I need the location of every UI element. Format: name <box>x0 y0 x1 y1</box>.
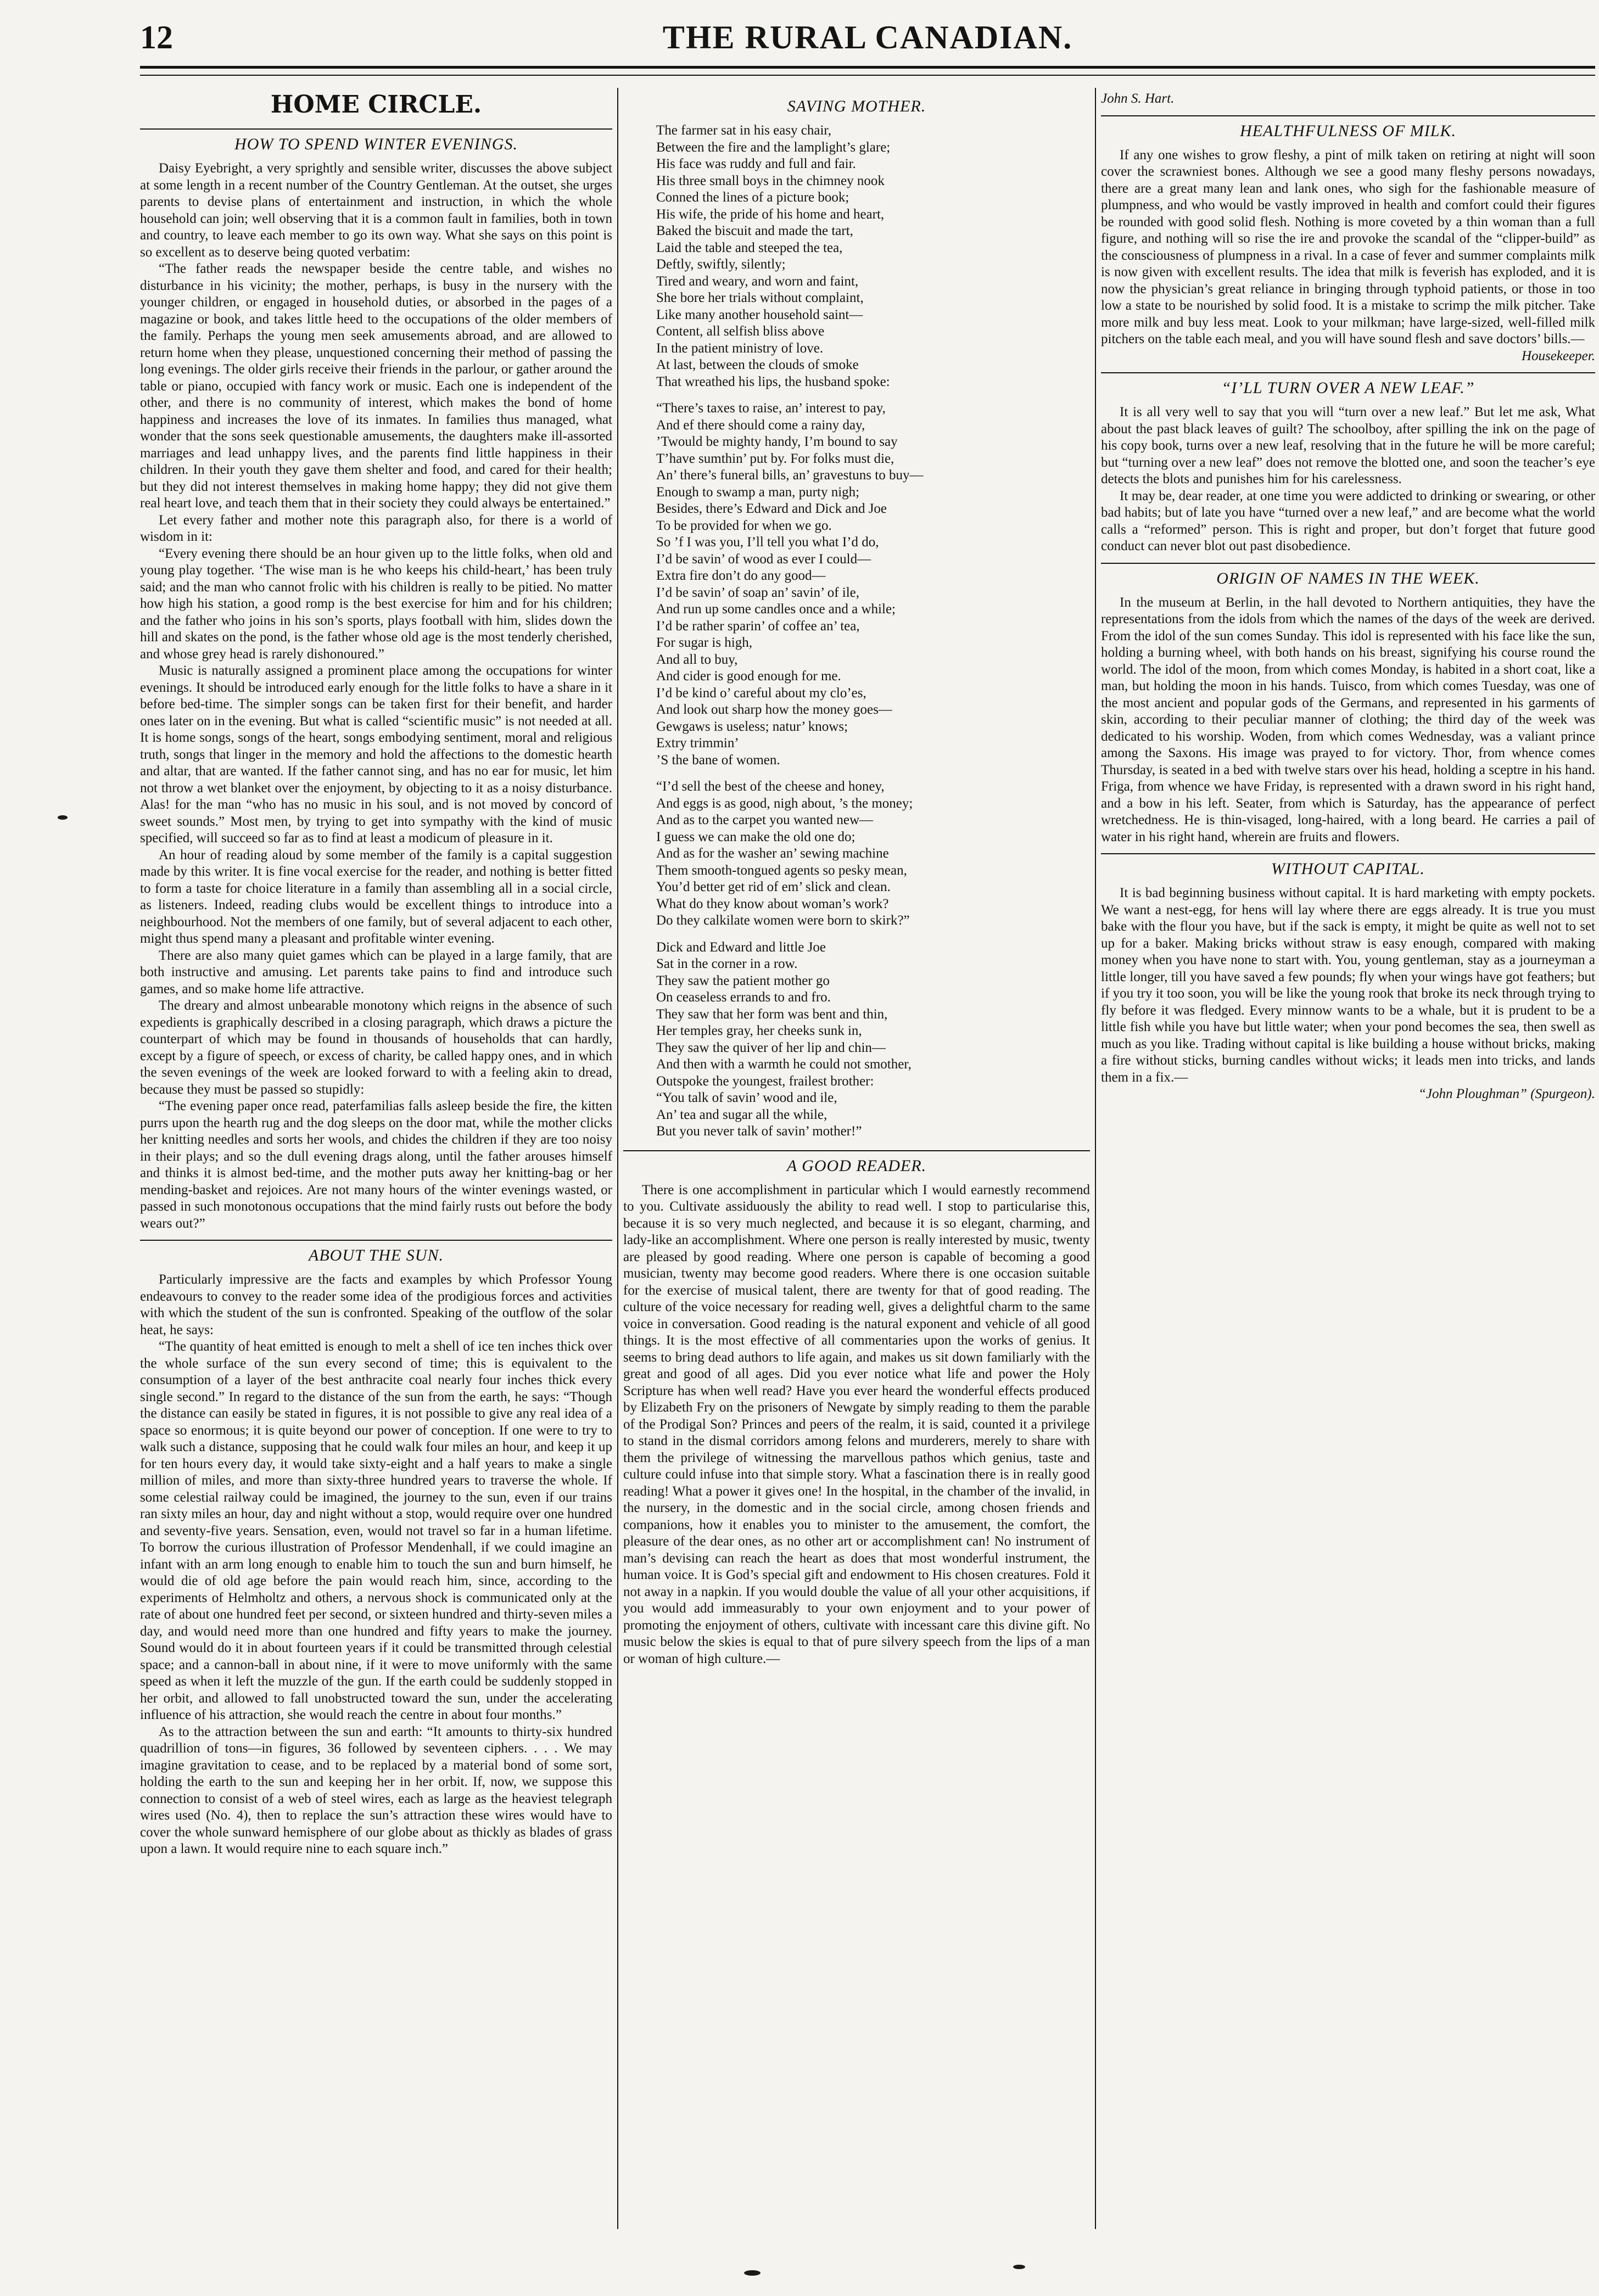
paragraph: It is bad beginning business without capital. It is hard marketing with empty pockets. We want a nest-egg, for hens will lay where there are eggs already. It is true you must bake with the flour you have, but if the sack is empty, it might be quite as well not to set up for a baker. Making bricks without straw is easy enough, compared with making money when you have none to start with. You, young gentleman, stay as a journeyman a little longer, till you have saved a few pounds; fly when your wings have got feathers; but if you try it too soon, you will be like the young rook that broke its neck through trying to fly before it was fledged. Every minnow wants to be a whale, but it is prudent to be a little fish while you have but little water; when your pond becomes the sea, then swell as much as you like. Trading without capital is like building a house without bricks, making a fire without sticks, burning candles without wicks; it leads men into tricks, and lands them in a fix.— <box>1101 886 1595 1085</box>
article-heading: WITHOUT CAPITAL. <box>1271 860 1425 878</box>
paragraph: “The father reads the newspaper beside the centre table, and wishes no disturbance in his vicinity; the mother, perhaps, is busy in the nursery with the younger children, or engaged in household duties, or absorbed in the pages of a magazine or book, and takes little heed to the occupations of the older members of the family. Perhaps the young men seek amusements abroad, and are allowed to return home when they please, unquestioned concerning their method of passing the long evenings. The older girls receive their friends in the parlour, or gather around the table or piano, occupied with fancy work or music. Each one is independent of the other, and there is no community of interest, which makes the bond of home happiness and increases the love of its inmates. In families thus managed, what wonder that the sons seek questionable amusements, the daughters make ill-assorted marriages and lead unhappy lives, and the parents find little happiness in their children. In their youth they gave them shelter and food, and cared for their health; but they did not interest themselves in making home happy; they did not give them real heart love, and teach them that in their society they could always be entertained.” <box>140 261 612 511</box>
ink-mark <box>1013 2265 1025 2269</box>
article-heading: ABOUT THE SUN. <box>309 1246 444 1264</box>
header-rule-thick <box>140 66 1595 69</box>
paragraph: There is one accomplishment in particular which I would earnestly recommend to you. Cultivate assiduously the ability to read well. I stop to particularise this, because it is so very much neglected, and because it is so elegant, charming, and lady-like an accomplishment. Where one person is really interested by music, twenty are pleased by good reading. Where one person is capable of becoming a good musician, twenty may become good readers. Where there is one occasion suitable for the exercise of musical talent, there are twenty for that of good reading. The culture of the voice necessary for reading well, gives a delightful charm to the same voice in conversation. Good reading is the natural exponent and vehicle of all good things. It is the most effective of all commentaries upon the works of genius. It seems to bring dead authors to life again, and makes us sit down familiarly with the great and good of all ages. Did you ever notice what life and power the Holy Scripture has when well read? Have you ever heard the wonderful effects produced by Elizabeth Fry on the prisoners of Newgate by simply reading to them the parable of the Prodigal Son? Princes and peers of the realm, it is said, counted it a privilege to stand in the dismal corridors among felons and murderers, merely to share with them the privilege of witnessing the marvellous pathos which genius, taste and culture could infuse into that simple story. What a fascination there is in really good reading! What a power it gives one! In the hospital, in the chamber of the invalid, in the nursery, in the domestic and in the social circle, among chosen friends and companions, how it enables you to minister to the amusement, the comfort, the pleasure of the dear ones, as no other art or accomplishment can! No instrument of man’s devising can reach the heart as does that most wonderful instrument, the human voice. It is God’s special gift and endowment to His chosen creatures. Fold it not away in a napkin. If you would double the value of all your other acquisitions, if you would add immeasurably to your own enjoyment and to your power of promoting the enjoyment of others, cultivate with incessant care this divine gift. No music below the skies is equal to that of pure silvery speech from the lips of a man or woman of high culture.— <box>623 1182 1090 1666</box>
paragraph: “The evening paper once read, paterfamilias falls asleep beside the fire, the kitten purrs upon the hearth rug and the dog sleeps on the door mat, while the mother clicks her knitting needles and sorts her wools, and chides the children if they are too noisy in their plays; and so the dull evening drags along, until the father arouses himself and thinks it is almost bed-time, and the mother puts away her knitting-bag or her mending-basket and rejoices. Are not many hours of the winter evenings wasted, or passed in such monotonous occupations that the mind fairly rusts out before the body wears out?” <box>140 1099 612 1231</box>
paragraph: As to the attraction between the sun and earth: “It amounts to thirty-six hundred quadrillion of tons—in figures, 36 followed by seventeen ciphers. . . . We may imagine gravitation to cease, and to be replaced by a material bond of some sort, holding the earth to the sun and keeping her in her orbit. If, now, we suppose this connection to consist of a web of steel wires, each as large as the heaviest telegraph wires used (No. 4), then to replace the sun’s attraction these wires would have to cover the whole sunward hemisphere of our globe about as thickly as blades of grass upon a lawn. It would require nine to each square inch.” <box>140 1724 612 1856</box>
masthead-title: THE RURAL CANADIAN. <box>662 19 1073 55</box>
paragraph: Particularly impressive are the facts and examples by which Professor Young endeavours to convey to the reader some idea of the prodigious forces and activities with which the student of the sun is confronted. Speaking of the outflow of the solar heat, he says: <box>140 1272 612 1337</box>
article-heading: HEALTHFULNESS OF MILK. <box>1240 121 1456 140</box>
article-body <box>1101 885 1595 1103</box>
column-1 <box>140 91 612 2226</box>
paragraph: “Every evening there should be an hour given up to the little folks, when old and young play together. ‘The wise man is he who keeps his child-heart,’ has been truly said; and the man who cannot frolic with his children is really to be pitied. No matter how high his station, a good romp is the best exercise for him and for his children; and the father who joins in his son’s sports, plays football with him, slides down the hill and skates on the pond, is the father whose old age is the most tenderly cherished, and whose grey head is rarely dishonoured.” <box>140 546 612 662</box>
section-rule <box>1101 115 1595 116</box>
paragraph <box>1101 1086 1595 1103</box>
paragraph <box>1101 348 1595 365</box>
paragraph: An hour of reading aloud by some member of the family is a capital suggestion made by this writer. It is fine vocal exercise for the reader, and nothing is better fitted to form a taste for choice literature in a family than assembling all in a social circle, as listeners. Indeed, reading clubs would be excellent things to introduce into a neighbourhood. Not the members of one family, but of several adjacent to each other, might thus spend many a pleasant and profitable winter evening. <box>140 847 612 946</box>
paragraph <box>1101 91 1595 108</box>
column-3 <box>1101 91 1595 2226</box>
article-body <box>623 1182 1090 1668</box>
article-body <box>1101 404 1595 555</box>
poem-stanza: “I’d sell the best of the cheese and honey, And eggs is as good, nigh about, ’s the money; And as to the carpet you wanted new— I guess we can make the old one do; And as for the washer an’ sewing machine Them smooth-tongued agents so pesky mean, You’d better get rid of em’ slick and clean. What do they know about woman’s work? Do they calkilate women were born to skirk?” <box>656 779 913 928</box>
ink-mark <box>58 815 68 820</box>
article-heading: A GOOD READER. <box>786 1156 927 1175</box>
department-header <box>140 91 612 130</box>
signature: “John Ploughman” (Spurgeon). <box>1418 1087 1595 1101</box>
paragraph: Let every father and mother note this paragraph also, for there is a world of wisdom in it: <box>140 512 612 544</box>
article-body <box>140 160 612 1232</box>
section-rule <box>1101 372 1595 373</box>
poem-stanza: The farmer sat in his easy chair, Between the fire and the lamplight’s glare; His face was ruddy and full and fair. His three small boys in the chimney nook Conned the lines of a picture book; His wife, the pride of his home and heart, Baked the biscuit and made the tart, Laid the table and steeped the tea, Deftly, swiftly, silently; Tired and weary, and worn and faint, She bore her trials without complaint, Like many another household saint— Content, all selfish bliss above In the patient ministry of love. At last, between the clouds of smoke That wreathed his lips, the husband spoke: <box>656 123 891 389</box>
signature: John S. Hart. <box>1101 91 1175 106</box>
section-rule <box>1101 853 1595 854</box>
article-heading: ORIGIN OF NAMES IN THE WEEK. <box>1216 569 1480 587</box>
poem-stanza: “There’s taxes to raise, an’ interest to pay, And ef there should come a rainy day, ’Twould be mighty handy, I’m bound to say T’have sumthin’ put by. For folks must die, An’ there’s funeral bills, an’ gravestuns to buy— Enough to swamp a man, purty nigh; Besides, there’s Edward and Dick and Joe To be provided for when we go. So ’f I was you, I’ll tell you what I’d do, I’d be savin’ of wood as ever I could— Extra fire don’t do any good— I’d be savin’ of soap an’ savin’ of ile, And run up some candles once and a while; I’d be rather sparin’ of coffee an’ tea, For sugar is high, And all to buy, And cider is good enough for me. I’d be kind o’ careful about my clo’es, And look out sharp how the money goes— Gewgaws is useless; natur’ knows; Extry trimmin’ ’S the bane of women. <box>656 401 924 768</box>
poem-body <box>623 122 1090 1140</box>
article-heading: “I’LL TURN OVER A NEW LEAF.” <box>1221 379 1475 397</box>
article-heading: HOW TO SPEND WINTER EVENINGS. <box>234 135 518 153</box>
paragraph: Daisy Eyebright, a very sprightly and sensible writer, discusses the above subject at some length in a recent number of the Country Gentleman. At the outset, she urges parents to devise plans of entertainment and instruction, in which the whole household can join; well observing that it is a common fault in families, both in town and country, to leave each member to go its own way. What she says on this point is so excellent as to deserve being quoted verbatim: <box>140 161 612 260</box>
paragraph: It may be, dear reader, at one time you were addicted to drinking or swearing, or other bad habits; but of late you have “turned over a new leaf,” and are become what the world calls a “reformed” person. This is right and proper, but don’t forget that future good conduct can never blot out past disobedience. <box>1101 488 1595 553</box>
article-heading: SAVING MOTHER. <box>787 97 926 115</box>
column-divider <box>1095 88 1096 2229</box>
section-rule <box>1101 563 1595 564</box>
paragraph: It is all very well to say that you will “turn over a new leaf.” But let me ask, What about the past black leaves of guilt? The schoolboy, after spilling the ink on the page of his copy book, turns over a new leaf, resolving that in the future he will be more careful; but “turning over a new leaf” does not remove the blotted one, and soon the teacher’s eye detects the blots and punishes him for his carelessness. <box>1101 405 1595 486</box>
section-rule <box>140 1240 612 1241</box>
header-rule-thin <box>140 75 1595 76</box>
column-2 <box>623 91 1090 2226</box>
article-body <box>140 1272 612 1858</box>
paragraph: If any one wishes to grow fleshy, a pint of milk taken on retiring at night will soon cover the scrawniest bones. Although we see a good many fleshy persons nowadays, there are a great many lean and lank ones, who sigh for the fashionable measure of plumpness, and who would be vastly improved in health and comfort could their figures be rounded with good solid flesh. Nothing is more coveted by a thin woman than a full figure, and nothing will so rise the ire and provoke the scandal of the “clipper-build” as the consciousness of plumpness in a rival. In a case of fever and summer complaints milk is now given with excellent results. The idea that milk is feverish has exploded, and it is now the physician’s great reliance in bringing through typhoid patients, or those in too low a state to be nourished by solid food. It is a mistake to scrimp the milk pitcher. Take more milk and buy less meat. Look to your milkman; have large-sized, well-filled milk pitchers on the table each meal, and you will have sound flesh and save doctors’ bills.— <box>1101 147 1595 346</box>
paragraph: In the museum at Berlin, in the hall devoted to Northern antiquities, they have the representations from the idols from which the names of the days of the week are derived. From the idol of the sun comes Sunday. This idol is represented with his face like the sun, holding a burning wheel, with both hands on his breast, signifying his course round the world. The idol of the moon, from which comes Monday, is habited in a short coat, like a man, but holding the moon in his hands. Tuisco, from which comes Tuesday, was one of the most ancient and popular gods of the Germans, and represented in his garments of skin, according to their peculiar manner of clothing; the third day of the week was dedicated to his worship. Woden, from which comes Wednesday, was a valiant prince among the Saxons. His image was prayed to for victory. Thor, from whence comes Thursday, is seated in a bed with twelve stars over his head, holding a sceptre in his hand. Friga, from whence we have Friday, is represented with a drawn sword in his right hand, and a bow in his left. Seater, from which is Saturday, has the appearance of perfect wretchedness. He is thin-visaged, long-haired, with a long beard. He carries a pail of water in his right hand, wherein are fruits and flowers. <box>1101 595 1595 844</box>
paragraph: There are also many quiet games which can be played in a large family, that are both instructive and amusing. Let parents take pains to find and introduce such games, and so make home life attractive. <box>140 948 612 996</box>
page-number: 12 <box>140 19 173 55</box>
ink-mark <box>744 2270 761 2276</box>
article-body <box>1101 595 1595 846</box>
department-title: HOME CIRCLE. <box>270 91 482 119</box>
column-divider <box>617 88 618 2229</box>
article-body <box>1101 147 1595 365</box>
signature: Housekeeper. <box>1522 348 1595 363</box>
page-header <box>140 16 1595 60</box>
paragraph: The dreary and almost unbearable monotony which reigns in the absence of such expedients is graphically described in a closing paragraph, which draws a picture the counterpart of which may be found in thousands of households that can hardly, except by a figure of speech, or excess of charity, be called happy ones, and in which the seven evenings of the week are looked forward to with a feeling akin to dread, because they must be passed so stupidly: <box>140 998 612 1097</box>
poem-stanza: Dick and Edward and little Joe Sat in the corner in a row. They saw the patient mother go On ceaseless errands to and fro. They saw that her form was bent and thin, Her temples gray, her cheeks sunk in, They saw the quiver of her lip and chin— And then with a warmth he could not smother, Outspoke the youngest, frailest brother: “You talk of savin’ wood and ile, An’ tea and sugar all the while, But you never talk of savin’ mother!” <box>656 939 912 1139</box>
section-rule <box>623 1150 1090 1151</box>
paragraph: Music is naturally assigned a prominent place among the occupations for winter evenings. It should be introduced early enough for the little folks to have a share in it before bed-time. The simpler songs can be taken first for their benefit, and harder ones later on in the evening. But what is called “scientific music” is not needed at all. It is home songs, songs of the heart, songs embodying sentiment, moral and religious truth, songs that linger in the memory and hold the affections to the domestic hearth and altar, that are wanted. If the father cannot sing, and has no ear for music, let him not throw a wet blanket over the enjoyment, by objecting to it as a noisy disturbance. Alas! for the man “who has no music in his soul, and is not moved by concord of sweet sounds.” Most men, by trying to get into sympathy with the kind of music specified, will succeed so far as to find at least a modicum of pleasure in it. <box>140 663 612 845</box>
paragraph: “The quantity of heat emitted is enough to melt a shell of ice ten inches thick over the whole surface of the sun every second of time; this is equivalent to the consumption of a layer of the best anthracite coal nearly four inches thick every single second.” In regard to the distance of the sun from the earth, he says: “Though the distance can easily be stated in figures, it is not possible to give any real idea of a space so enormous; it is quite beyond our power of conception. If one were to try to walk such a distance, supposing that he could walk four miles an hour, and keep it up for ten hours every day, it would take sixty-eight and a half years to make a single million of miles, and more than sixty-three hundred years to traverse the whole. If some celestial railway could be imagined, the journey to the sun, even if our trains ran sixty miles an hour, day and night without a stop, would require over one hundred and seventy-five years. Sensation, even, would not travel so far in a human lifetime. To borrow the curious illustration of Professor Mendenhall, if we could imagine an infant with an arm long enough to enable him to touch the sun and burn himself, he would die of old age before the pain would reach him, since, according to the experiments of Helmholtz and others, a nervous shock is communicated only at the rate of about one hundred feet per second, or sixteen hundred and thirty-seven miles a day, and would need more than one hundred and fifty years to make the journey. Sound would do it in about fourteen years if it could be transmitted through celestial space; and a cannon-ball in about nine, if it were to move uniformly with the same speed as when it left the muzzle of the gun. If the earth could be suddenly stopped in her orbit, and allowed to fall unobstructed toward the sun, under the accelerating influence of his attraction, she would reach the centre in about four months.” <box>140 1339 612 1722</box>
